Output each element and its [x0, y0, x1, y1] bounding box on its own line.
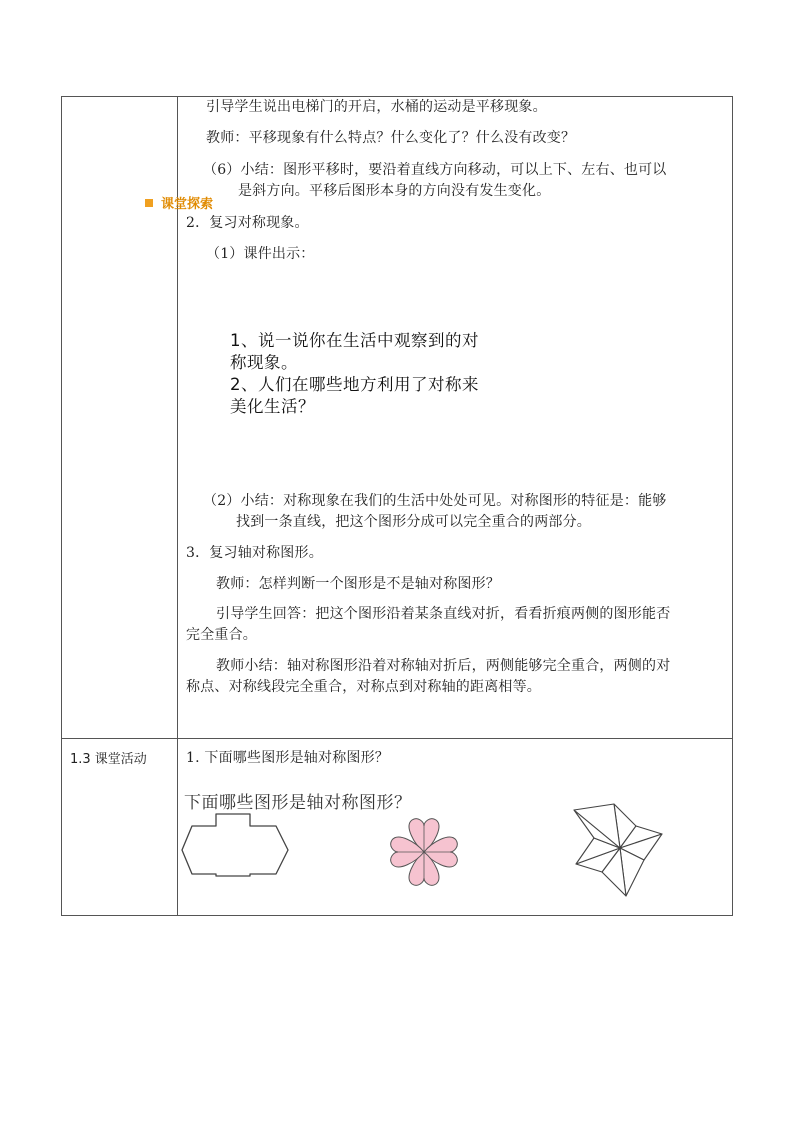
- ppt-line-1: 1、说一说你在生活中观察到的对: [230, 331, 479, 350]
- question-text: 1. 下面哪些图形是轴对称图形？: [186, 750, 390, 766]
- ppt-heading: [145, 193, 213, 212]
- section-label: 1.3 课堂活动: [70, 752, 147, 767]
- row-divider: [62, 738, 732, 739]
- flower-shape: [384, 812, 464, 892]
- text-line-3: （6）小结：图形平移时，要沿着直线方向移动，可以上下、左右、也可以: [203, 162, 667, 178]
- text-line-10: 教师：怎样判断一个图形是不是轴对称图形？: [216, 576, 500, 592]
- text-line-2: 教师：平移现象有什么特点？什么变化了？什么没有改变？: [206, 130, 576, 146]
- text-line-14: 称点、对称线段完全重合，对称点到对称轴的距离相等。: [186, 679, 541, 695]
- text-line-7: （2）小结：对称现象在我们的生活中处处可见。对称图形的特征是：能够: [203, 493, 667, 509]
- column-divider: [177, 97, 178, 915]
- text-line-1: 引导学生说出电梯门的开启，水桶的运动是平移现象。: [206, 99, 547, 115]
- image-title: 下面哪些图形是轴对称图形？: [184, 793, 412, 813]
- text-line-4: 是斜方向。平移后图形本身的方向没有发生变化。: [238, 183, 551, 199]
- hexagon-cross-shape: [180, 812, 292, 882]
- text-line-12: 完全重合。: [186, 627, 257, 643]
- ppt-line-2: 称现象。: [230, 353, 298, 372]
- text-line-13: 教师小结：轴对称图形沿着对称轴对折后，两侧能够完全重合，两侧的对: [216, 658, 671, 674]
- text-line-5: 2．复习对称现象。: [186, 215, 309, 231]
- text-line-8: 找到一条直线，把这个图形分成可以完全重合的两部分。: [236, 514, 591, 530]
- text-line-6: （1）课件出示：: [206, 246, 315, 262]
- pinwheel-shape: [570, 800, 670, 900]
- ppt-heading-text: 课堂探索: [161, 197, 214, 212]
- ppt-line-4: 美化生活？: [230, 397, 315, 416]
- text-line-11: 引导学生回答：把这个图形沿着某条直线对折，看看折痕两侧的图形能否: [216, 606, 671, 622]
- text-line-9: 3．复习轴对称图形。: [186, 545, 323, 561]
- square-bullet-icon: [145, 199, 153, 207]
- ppt-line-3: 2、人们在哪些地方利用了对称来: [230, 375, 479, 394]
